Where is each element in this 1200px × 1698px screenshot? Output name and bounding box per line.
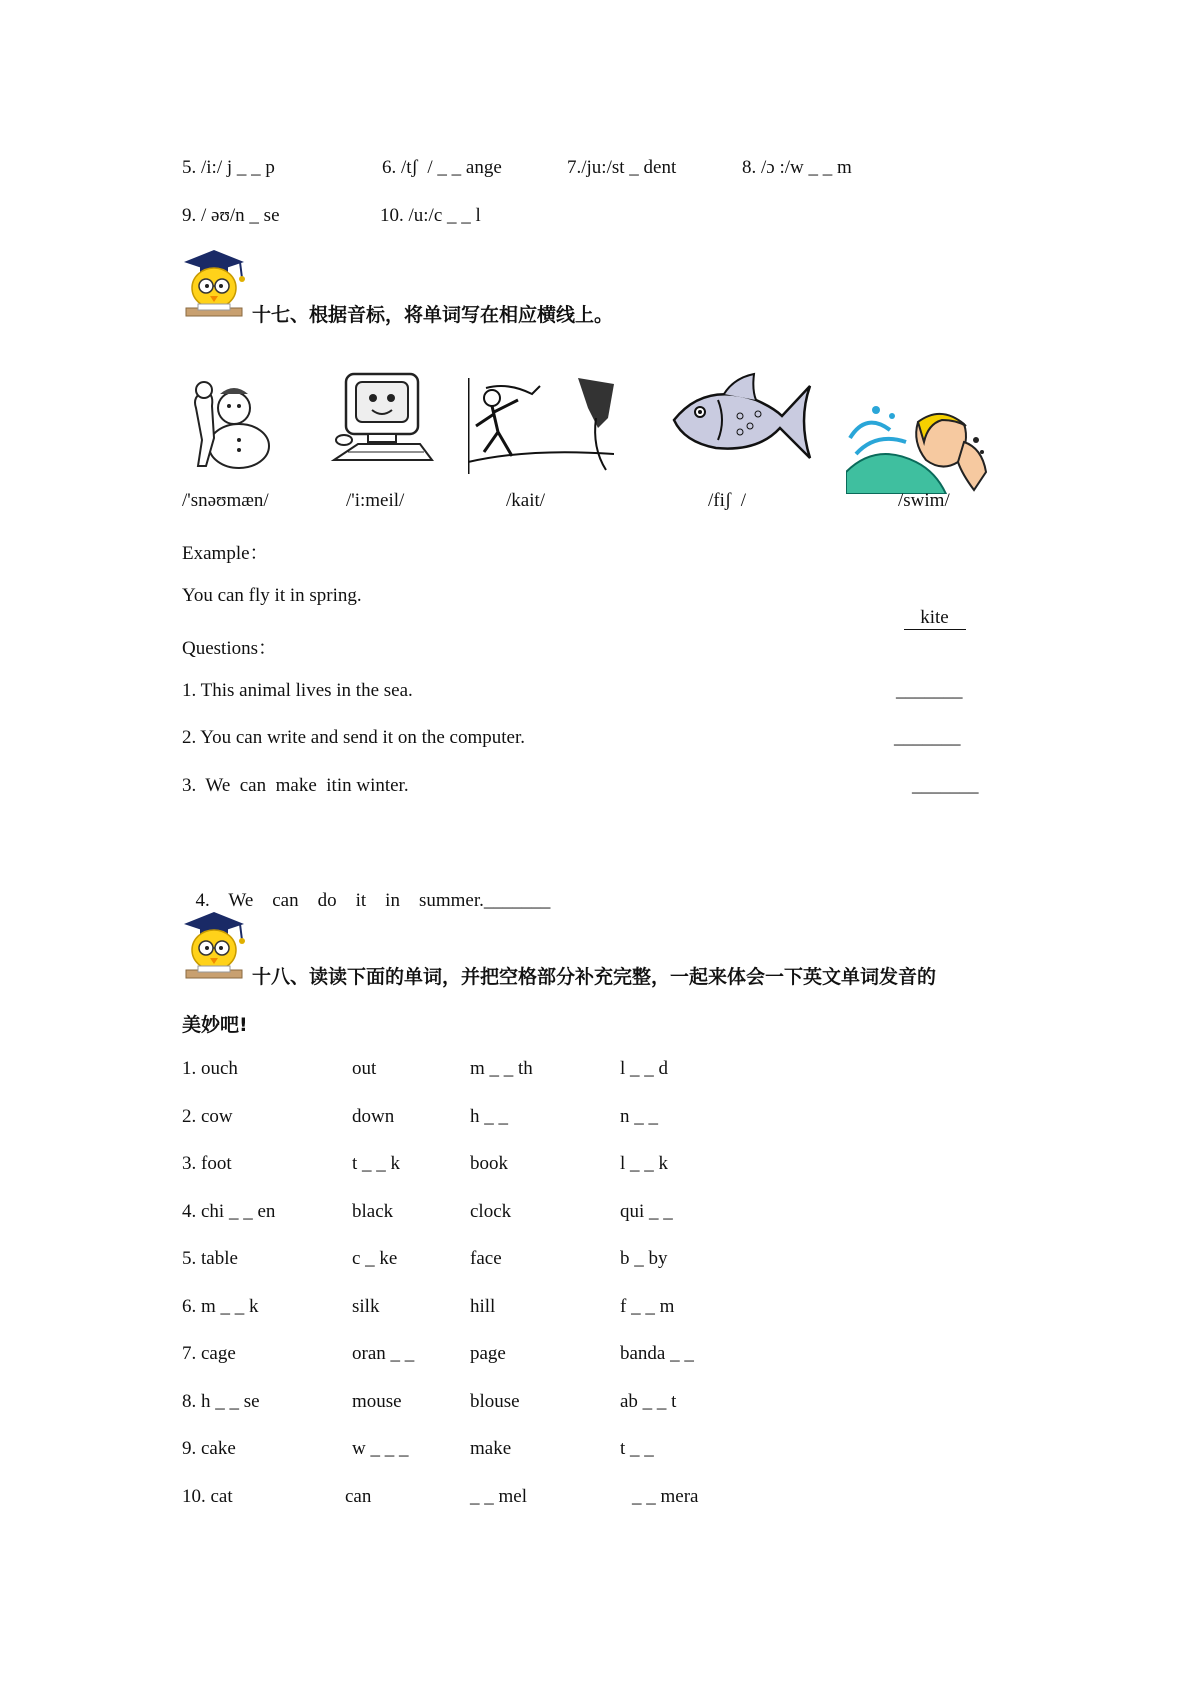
question-4-text: 4. We can do it in summer.: [195, 890, 484, 911]
phonetic-snowman: /'snəʊmæn/: [182, 490, 269, 511]
snowman-picture: [184, 378, 274, 470]
phonetic-fish: /fiʃ /: [708, 490, 746, 511]
word-cell: banda _ _: [620, 1343, 694, 1364]
phonetic-email: /'i:meil/: [346, 490, 405, 511]
question-4: [186, 868, 550, 912]
word-cell: blouse: [470, 1390, 520, 1412]
word-cell: silk: [352, 1295, 380, 1317]
word-cell: 3. foot: [182, 1153, 232, 1174]
word-cell: h _ _: [470, 1105, 508, 1127]
phonics-item-6: 6. /tʃ / _ _ ange: [382, 157, 502, 178]
word-cell: f _ _ m: [620, 1295, 675, 1317]
question-1: 1. This animal lives in the sea.: [182, 680, 413, 701]
section18-title-line1: 十八、读读下面的单词，并把空格部分补充完整，一起来体会一下英文单词发音的: [252, 966, 937, 988]
word-cell: _ _ mel: [470, 1485, 527, 1507]
question-2: 2. You can write and send it on the computer.: [182, 727, 526, 748]
swimming-picture: [846, 402, 988, 494]
example-answer: [894, 585, 966, 630]
word-cell: 8. h _ _ se: [182, 1390, 260, 1412]
word-cell: m _ _ th: [470, 1058, 533, 1079]
question-2-blank[interactable]: _______: [894, 727, 961, 748]
word-cell: face: [470, 1248, 502, 1269]
word-cell: 2. cow: [182, 1105, 233, 1127]
word-cell: n _ _: [620, 1105, 658, 1127]
word-cell: out: [352, 1058, 377, 1079]
kite-picture: [468, 378, 614, 474]
word-cell: mouse: [352, 1390, 402, 1412]
word-cell: w _ _ _: [352, 1438, 409, 1459]
word-cell: 4. chi _ _ en: [182, 1200, 276, 1222]
phonics-item-9: 9. / əʊ/n _ se: [182, 205, 280, 226]
word-cell: make: [470, 1438, 512, 1459]
computer-picture: [328, 368, 436, 472]
phonics-item-8: 8. /ɔ :/w _ _ m: [742, 157, 852, 178]
word-cell: black: [352, 1200, 394, 1222]
word-cell: c _ ke: [352, 1248, 398, 1269]
word-cell: l _ _ d: [620, 1058, 669, 1079]
word-cell: ab _ _ t: [620, 1390, 677, 1412]
question-4-blank[interactable]: _______: [483, 890, 551, 911]
word-cell: t _ _: [620, 1438, 654, 1459]
word-cell: hill: [470, 1295, 496, 1317]
word-cell: 1. ouch: [182, 1058, 238, 1079]
word-cell: page: [470, 1343, 506, 1364]
word-cell: book: [470, 1153, 508, 1174]
word-cell: down: [352, 1105, 395, 1127]
section17-title: 十七、根据音标，将单词写在相应横线上。: [252, 304, 614, 326]
section18-title-line2: 美妙吧!: [182, 1014, 248, 1036]
question-3-blank[interactable]: _______: [912, 775, 979, 796]
example-answer-value: kite: [904, 607, 966, 630]
word-cell: 7. cage: [182, 1343, 236, 1364]
phonetic-swim: /swim/: [898, 490, 950, 511]
word-cell: 5. table: [182, 1248, 238, 1269]
fish-picture: [670, 372, 816, 468]
word-cell: oran _ _: [352, 1343, 415, 1364]
questions-label: Questions：: [182, 638, 278, 659]
phonics-item-7: 7./ju:/st _ dent: [567, 157, 677, 178]
word-cell: clock: [470, 1200, 512, 1222]
word-cell: 6. m _ _ k: [182, 1295, 259, 1317]
word-cell: can: [345, 1485, 372, 1507]
question-1-blank[interactable]: _______: [896, 680, 963, 701]
phonetic-kite: /kait/: [506, 490, 546, 511]
phonics-item-5: 5. /i:/ j _ _ p: [182, 157, 275, 178]
example-label: Example：: [182, 543, 269, 564]
word-cell: _ _ mera: [632, 1485, 699, 1507]
word-cell: t _ _ k: [352, 1153, 401, 1174]
graduate-chick-icon: [180, 910, 248, 982]
question-3: 3. We can make itin winter.: [182, 775, 409, 796]
phonics-item-10: 10. /u:/c _ _ l: [380, 205, 481, 226]
word-cell: 10. cat: [182, 1485, 233, 1507]
word-cell: b _ by: [620, 1248, 668, 1269]
word-cell: qui _ _: [620, 1200, 673, 1222]
graduate-chick-icon: [180, 248, 248, 320]
word-cell: 9. cake: [182, 1438, 236, 1459]
example-sentence: You can fly it in spring.: [182, 585, 362, 606]
word-cell: l _ _ k: [620, 1153, 669, 1174]
